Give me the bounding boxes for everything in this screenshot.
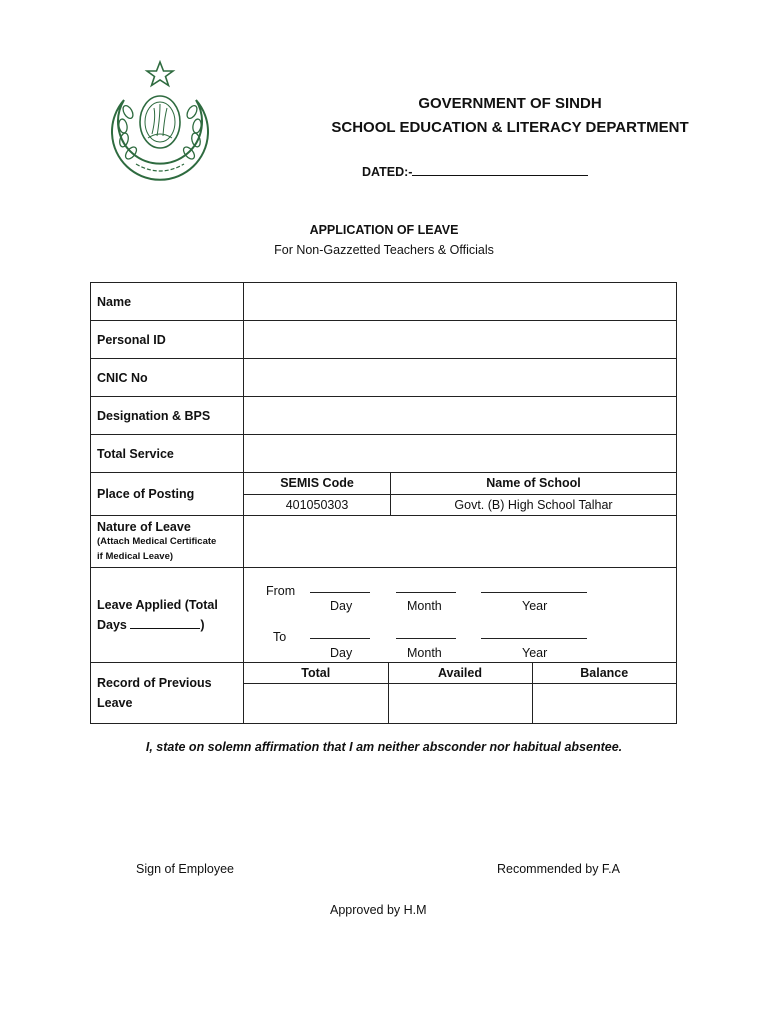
leave-dates-cell bbox=[244, 568, 677, 663]
total-header: Total bbox=[301, 665, 331, 680]
dated-label: DATED:- bbox=[362, 165, 413, 179]
to-month-caption: Month bbox=[407, 646, 442, 660]
to-day-blank[interactable] bbox=[310, 638, 370, 639]
place-of-posting-label: Place of Posting bbox=[91, 473, 244, 516]
balance-value-field[interactable] bbox=[532, 683, 676, 723]
form-row-leave-applied bbox=[91, 568, 677, 663]
nature-of-leave-label bbox=[91, 516, 244, 568]
previous-leave-label bbox=[91, 663, 244, 724]
posting-subtable-cell bbox=[244, 473, 677, 516]
personal-id-field[interactable] bbox=[244, 321, 677, 359]
leave-applied-label-close: ) bbox=[200, 618, 205, 632]
department-heading-line2: SCHOOL EDUCATION & LITERACY DEPARTMENT bbox=[331, 119, 689, 136]
availed-value-field[interactable] bbox=[388, 683, 532, 723]
previous-leave-label-line2: Leave bbox=[97, 696, 133, 710]
form-row-place-of-posting bbox=[91, 473, 677, 516]
total-days-blank[interactable] bbox=[130, 616, 200, 629]
from-day-caption: Day bbox=[330, 599, 353, 613]
medical-certificate-note-line1: (Attach Medical Certificate bbox=[97, 535, 217, 547]
employee-signature-label: Sign of Employee bbox=[136, 862, 234, 876]
form-row-personal-id bbox=[91, 321, 677, 359]
nature-of-leave-title: Nature of Leave bbox=[97, 519, 191, 534]
from-label: From bbox=[266, 584, 296, 598]
department-heading-line1: GOVERNMENT OF SINDH bbox=[418, 95, 602, 112]
form-row-name bbox=[91, 283, 677, 321]
to-year-blank[interactable] bbox=[481, 638, 587, 639]
personal-id-label: Personal ID bbox=[91, 321, 244, 359]
from-day-blank[interactable] bbox=[310, 592, 370, 593]
form-row-previous-leave bbox=[91, 663, 677, 724]
recommended-by-label: Recommended by F.A bbox=[497, 862, 620, 876]
semis-code-header: SEMIS Code bbox=[280, 476, 354, 491]
from-year-blank[interactable] bbox=[481, 592, 587, 593]
sindh-government-emblem-icon bbox=[104, 60, 216, 186]
school-name-value[interactable]: Govt. (B) High School Talhar bbox=[391, 494, 677, 515]
balance-header: Balance bbox=[532, 663, 676, 683]
form-row-nature-of-leave bbox=[91, 516, 677, 568]
form-row-designation bbox=[91, 397, 677, 435]
total-service-field[interactable] bbox=[244, 435, 677, 473]
cnic-field[interactable] bbox=[244, 359, 677, 397]
to-label: To bbox=[273, 630, 287, 644]
leave-applied-label bbox=[91, 568, 244, 663]
posting-subtable bbox=[244, 473, 676, 515]
application-title: APPLICATION OF LEAVE bbox=[309, 223, 459, 237]
dated-blank-line[interactable] bbox=[412, 163, 588, 176]
to-day-caption: Day bbox=[330, 646, 353, 660]
to-month-blank[interactable] bbox=[396, 638, 456, 639]
total-service-label: Total Service bbox=[91, 435, 244, 473]
form-row-total-service bbox=[91, 435, 677, 473]
nature-of-leave-field[interactable] bbox=[244, 516, 677, 568]
previous-leave-label-line1: Record of Previous bbox=[97, 676, 212, 690]
from-month-caption: Month bbox=[407, 599, 442, 613]
leave-applied-label-line2: Days bbox=[97, 618, 127, 632]
affirmation-statement: I, state on solemn affirmation that I am neither absconder nor habitual absentee. bbox=[145, 740, 623, 754]
form-row-cnic bbox=[91, 359, 677, 397]
designation-field[interactable] bbox=[244, 397, 677, 435]
cnic-label: CNIC No bbox=[91, 359, 244, 397]
leave-application-form bbox=[90, 282, 677, 724]
school-name-header: Name of School bbox=[391, 473, 677, 494]
previous-leave-subtable bbox=[244, 663, 676, 723]
from-year-caption: Year bbox=[522, 599, 548, 613]
name-field[interactable] bbox=[244, 283, 677, 321]
dated-field bbox=[362, 163, 588, 179]
application-subtitle: For Non-Gazzetted Teachers & Officials bbox=[274, 243, 494, 257]
leave-applied-label-line1: Leave Applied (Total bbox=[97, 598, 218, 612]
approved-by-label: Approved by H.M bbox=[330, 903, 427, 917]
to-year-caption: Year bbox=[522, 646, 548, 660]
name-label: Name bbox=[91, 283, 244, 321]
previous-leave-subtable-cell bbox=[244, 663, 677, 724]
designation-label: Designation & BPS bbox=[91, 397, 244, 435]
total-value-field[interactable] bbox=[244, 683, 388, 723]
availed-header: Availed bbox=[388, 663, 532, 683]
from-month-blank[interactable] bbox=[396, 592, 456, 593]
semis-code-value[interactable]: 401050303 bbox=[244, 494, 391, 515]
medical-certificate-note-line2: if Medical Leave) bbox=[97, 550, 174, 562]
